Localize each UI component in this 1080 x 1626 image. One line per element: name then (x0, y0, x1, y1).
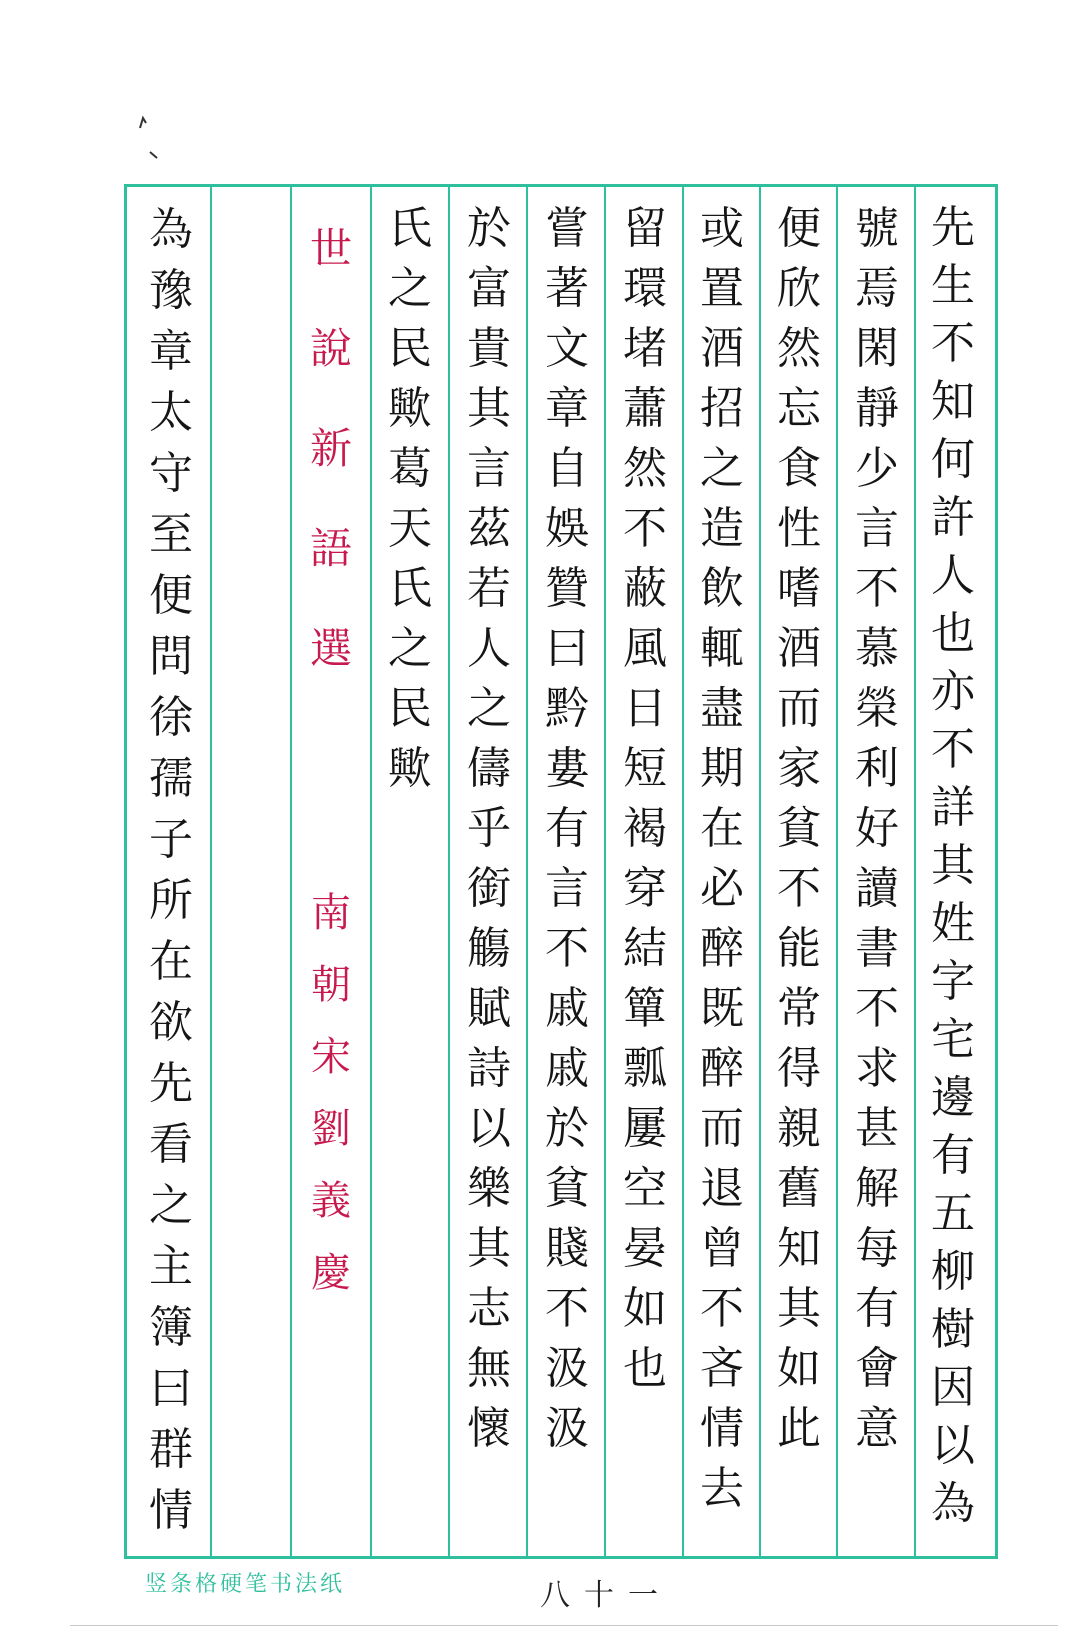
stray-pen-marks (0, 0, 1080, 200)
column-divider (210, 187, 212, 1556)
handwritten-character: 焉 (855, 263, 899, 314)
handwritten-character: 盡 (700, 683, 744, 734)
handwritten-character: 忘 (777, 383, 821, 434)
handwritten-character: 欲 (149, 997, 193, 1048)
handwritten-character: 書 (855, 923, 899, 974)
handwritten-character: 民 (388, 323, 432, 374)
handwritten-character: 說 (309, 324, 352, 373)
handwritten-character: 靜 (855, 383, 899, 434)
handwritten-character: 每 (855, 1223, 899, 1274)
handwritten-character: 劉 (311, 1106, 351, 1152)
handwritten-character: 此 (777, 1403, 821, 1454)
handwritten-character: 志 (467, 1283, 511, 1334)
handwritten-character: 言 (855, 503, 899, 554)
handwritten-character: 葛 (388, 443, 432, 494)
handwritten-character: 在 (700, 803, 744, 854)
handwritten-character: 豫 (149, 265, 193, 316)
handwritten-character: 閑 (855, 323, 899, 374)
handwritten-character: 南 (311, 890, 351, 936)
handwritten-character: 知 (931, 376, 975, 427)
column-divider (448, 187, 450, 1556)
handwritten-character: 民 (388, 683, 432, 734)
handwritten-character: 贊 (545, 563, 589, 614)
handwritten-character: 為 (931, 1478, 975, 1529)
handwritten-character: 或 (700, 203, 744, 254)
handwritten-character: 之 (388, 623, 432, 674)
handwritten-character: 褐 (623, 803, 667, 854)
handwritten-character: 儔 (467, 743, 511, 794)
handwritten-character: 榮 (855, 683, 899, 734)
handwritten-character: 歟 (388, 743, 432, 794)
handwritten-character: 之 (467, 683, 511, 734)
handwritten-character: 貧 (545, 1163, 589, 1214)
handwritten-character: 日 (623, 683, 667, 734)
column-divider (290, 187, 292, 1556)
handwritten-character: 退 (700, 1163, 744, 1214)
handwritten-character: 邊 (931, 1072, 975, 1123)
handwritten-character: 置 (700, 263, 744, 314)
text-column (529, 187, 605, 1556)
handwritten-character: 有 (545, 803, 589, 854)
vertical-grid-frame (124, 184, 998, 1559)
page-number: 八十一 (540, 1578, 672, 1613)
handwritten-character: 瓢 (623, 1043, 667, 1094)
handwritten-character: 造 (700, 503, 744, 554)
text-column (451, 187, 527, 1556)
handwritten-character: 穿 (623, 863, 667, 914)
handwritten-character: 天 (388, 503, 432, 554)
handwritten-character: 賦 (467, 983, 511, 1034)
handwritten-character: 屢 (623, 1103, 667, 1154)
handwritten-character: 號 (855, 203, 899, 254)
handwritten-character: 有 (855, 1283, 899, 1334)
handwritten-character: 先 (149, 1058, 193, 1109)
handwritten-character: 曰 (149, 1363, 193, 1414)
handwritten-character: 簞 (623, 983, 667, 1034)
handwritten-character: 詩 (467, 1043, 511, 1094)
handwritten-character: 樹 (931, 1304, 975, 1355)
handwritten-character: 去 (700, 1463, 744, 1514)
handwritten-character: 吝 (700, 1343, 744, 1394)
handwritten-character: 章 (149, 326, 193, 377)
handwritten-character: 姓 (931, 898, 975, 949)
handwritten-character: 貧 (777, 803, 821, 854)
handwritten-character: 有 (931, 1130, 975, 1181)
handwritten-character: 輒 (700, 623, 744, 674)
handwritten-character: 便 (777, 203, 821, 254)
handwritten-character: 必 (700, 863, 744, 914)
handwritten-character: 不 (700, 1283, 744, 1334)
handwritten-character: 生 (931, 260, 975, 311)
handwritten-character: 詳 (931, 782, 975, 833)
handwritten-character: 醉 (700, 923, 744, 974)
handwritten-character: 如 (623, 1283, 667, 1334)
handwritten-character: 茲 (467, 503, 511, 554)
handwritten-character: 然 (623, 443, 667, 494)
handwritten-character: 氏 (388, 203, 432, 254)
handwritten-character: 乎 (467, 803, 511, 854)
handwritten-character: 看 (149, 1119, 193, 1170)
handwritten-character: 世 (309, 224, 352, 273)
handwritten-character: 不 (931, 318, 975, 369)
handwritten-character: 在 (149, 936, 193, 987)
handwritten-character: 以 (931, 1420, 975, 1471)
handwritten-character: 會 (855, 1343, 899, 1394)
handwritten-character: 而 (700, 1103, 744, 1154)
handwritten-character: 之 (700, 443, 744, 494)
handwritten-character: 氏 (388, 563, 432, 614)
handwritten-character: 至 (149, 509, 193, 560)
text-column (915, 187, 991, 1556)
handwritten-character: 觴 (467, 923, 511, 974)
handwritten-character: 其 (931, 840, 975, 891)
handwritten-character: 蕭 (623, 383, 667, 434)
handwritten-character: 得 (777, 1043, 821, 1094)
handwritten-character: 太 (149, 387, 193, 438)
handwritten-character: 人 (467, 623, 511, 674)
handwritten-character: 不 (855, 983, 899, 1034)
handwritten-character: 其 (777, 1283, 821, 1334)
handwritten-character: 許 (931, 492, 975, 543)
handwritten-character: 徐 (149, 692, 193, 743)
handwritten-character: 義 (311, 1178, 351, 1224)
handwritten-character: 既 (700, 983, 744, 1034)
handwritten-character: 亦 (931, 666, 975, 717)
handwritten-character: 好 (855, 803, 899, 854)
handwritten-character: 而 (777, 683, 821, 734)
handwritten-character: 空 (623, 1163, 667, 1214)
handwritten-character: 於 (545, 1103, 589, 1154)
handwritten-character: 不 (545, 1283, 589, 1334)
handwritten-character: 先 (931, 202, 975, 253)
handwritten-character: 其 (467, 1223, 511, 1274)
text-column (839, 187, 915, 1556)
handwritten-character: 留 (623, 203, 667, 254)
handwritten-character: 甚 (855, 1103, 899, 1154)
handwritten-character: 問 (149, 631, 193, 682)
handwritten-character: 不 (777, 863, 821, 914)
text-column (607, 187, 683, 1556)
handwritten-character: 不 (931, 724, 975, 775)
handwritten-character: 酒 (700, 323, 744, 374)
handwritten-character: 性 (777, 503, 821, 554)
handwritten-character: 便 (149, 570, 193, 621)
handwritten-character: 家 (777, 743, 821, 794)
handwritten-character: 因 (931, 1362, 975, 1413)
handwritten-character: 何 (931, 434, 975, 485)
handwritten-character: 於 (467, 203, 511, 254)
handwritten-character: 也 (931, 608, 975, 659)
text-column (761, 187, 837, 1556)
handwritten-character: 情 (149, 1485, 193, 1536)
handwritten-character: 利 (855, 743, 899, 794)
handwritten-character: 親 (777, 1103, 821, 1154)
handwritten-character: 人 (931, 550, 975, 601)
handwritten-character: 娛 (545, 503, 589, 554)
handwritten-character: 柳 (931, 1246, 975, 1297)
text-column (133, 187, 209, 1556)
handwritten-character: 不 (623, 503, 667, 554)
handwritten-character: 意 (855, 1403, 899, 1454)
handwritten-character: 酒 (777, 623, 821, 674)
handwritten-character: 曾 (700, 1223, 744, 1274)
handwritten-character: 選 (309, 624, 352, 673)
handwritten-character: 群 (149, 1424, 193, 1475)
handwritten-character: 結 (623, 923, 667, 974)
handwritten-character: 之 (149, 1180, 193, 1231)
handwritten-character: 富 (467, 263, 511, 314)
handwritten-character: 欣 (777, 263, 821, 314)
handwritten-character: 樂 (467, 1163, 511, 1214)
handwritten-character: 慕 (855, 623, 899, 674)
handwritten-character: 堵 (623, 323, 667, 374)
handwritten-character: 五 (931, 1188, 975, 1239)
handwritten-character: 期 (700, 743, 744, 794)
handwritten-character: 文 (545, 323, 589, 374)
handwritten-character: 慶 (311, 1250, 351, 1296)
handwritten-character: 主 (149, 1241, 193, 1292)
handwritten-character: 字 (931, 956, 975, 1007)
handwritten-character: 求 (855, 1043, 899, 1094)
handwritten-character: 常 (777, 983, 821, 1034)
handwritten-character: 不 (855, 563, 899, 614)
handwritten-character: 蔽 (623, 563, 667, 614)
handwritten-character: 不 (545, 923, 589, 974)
handwritten-character: 汲 (545, 1343, 589, 1394)
handwritten-character: 舊 (777, 1163, 821, 1214)
handwritten-character: 黔 (545, 683, 589, 734)
handwritten-character: 曰 (545, 623, 589, 674)
handwritten-character: 貴 (467, 323, 511, 374)
handwritten-character: 朝 (311, 962, 351, 1008)
text-column (372, 187, 448, 1556)
handwritten-character: 情 (700, 1403, 744, 1454)
handwritten-character: 嗜 (777, 563, 821, 614)
handwritten-character: 短 (623, 743, 667, 794)
handwritten-character: 著 (545, 263, 589, 314)
handwritten-character: 其 (467, 383, 511, 434)
handwritten-character: 守 (149, 448, 193, 499)
handwritten-character: 簿 (149, 1302, 193, 1353)
handwritten-character: 招 (700, 383, 744, 434)
handwritten-character: 戚 (545, 1043, 589, 1094)
handwritten-character: 如 (777, 1343, 821, 1394)
handwritten-character: 銜 (467, 863, 511, 914)
author-column (293, 187, 369, 1556)
handwritten-character: 風 (623, 623, 667, 674)
handwritten-character: 歟 (388, 383, 432, 434)
handwritten-character: 讀 (855, 863, 899, 914)
text-column (684, 187, 760, 1556)
handwritten-character: 新 (309, 424, 352, 473)
handwritten-character: 若 (467, 563, 511, 614)
handwritten-character: 為 (149, 204, 193, 255)
handwritten-character: 婁 (545, 743, 589, 794)
handwritten-character: 少 (855, 443, 899, 494)
handwritten-character: 晏 (623, 1223, 667, 1274)
handwritten-character: 自 (545, 443, 589, 494)
handwritten-character: 宅 (931, 1014, 975, 1065)
handwritten-character: 然 (777, 323, 821, 374)
handwritten-character: 汲 (545, 1403, 589, 1454)
handwritten-character: 無 (467, 1343, 511, 1394)
handwritten-character: 知 (777, 1223, 821, 1274)
handwritten-character: 嘗 (545, 203, 589, 254)
handwritten-character: 也 (623, 1343, 667, 1394)
handwritten-character: 言 (467, 443, 511, 494)
handwritten-character: 孺 (149, 753, 193, 804)
handwritten-character: 章 (545, 383, 589, 434)
handwritten-character: 戚 (545, 983, 589, 1034)
handwritten-character: 賤 (545, 1223, 589, 1274)
handwritten-character: 之 (388, 263, 432, 314)
handwritten-character: 食 (777, 443, 821, 494)
handwritten-character: 醉 (700, 1043, 744, 1094)
handwritten-character: 解 (855, 1163, 899, 1214)
handwritten-character: 環 (623, 263, 667, 314)
handwritten-character: 宋 (311, 1034, 351, 1080)
handwritten-character: 子 (149, 814, 193, 865)
handwritten-character: 能 (777, 923, 821, 974)
handwritten-character: 懷 (467, 1403, 511, 1454)
paper-type-label: 竖条格硬笔书法纸 (145, 1572, 346, 1597)
handwritten-character: 飲 (700, 563, 744, 614)
handwritten-character: 所 (149, 875, 193, 926)
handwritten-character: 以 (467, 1103, 511, 1154)
handwritten-character: 語 (309, 524, 352, 573)
handwritten-character: 言 (545, 863, 589, 914)
